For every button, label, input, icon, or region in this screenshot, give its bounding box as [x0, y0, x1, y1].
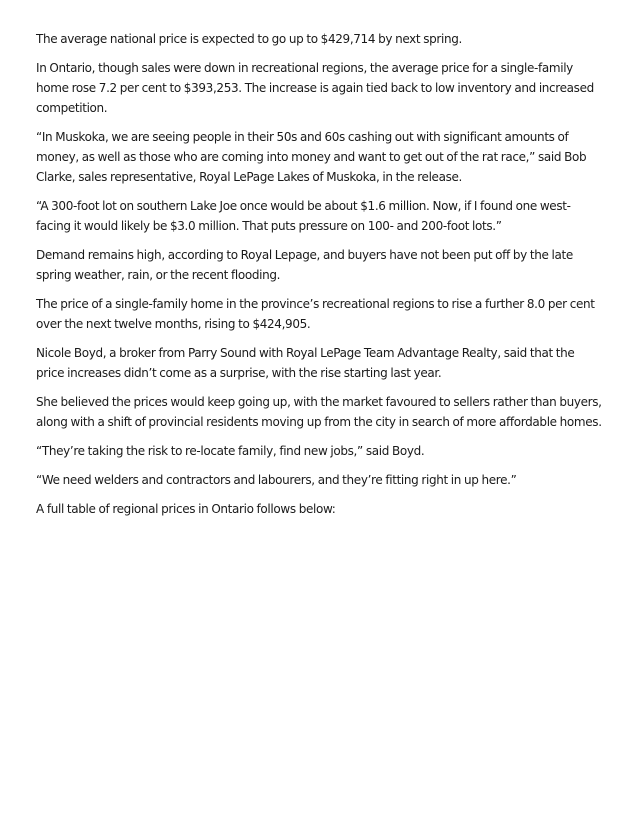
paragraph-boyd-quote-2: “We need welders and contractors and labourers, and they’re fitting right in up here.” [36, 473, 517, 487]
paragraph-table-intro: A full table of regional prices in Ontario follows below: [36, 502, 336, 516]
paragraph-market-shift: She believed the prices would keep going up, with the market favoured to sellers rather than buyers, along with a shift of provincial residents moving up from the city in search of more affordable homes. [36, 395, 602, 429]
paragraph-lake-joe-quote: “A 300-foot lot on southern Lake Joe once would be about $1.6 million. Now, if I found one west-facing it would likely be $3.0 million. That puts pressure on 100- and 200-foot lots.” [36, 199, 571, 233]
paragraph-boyd-quote-1: “They’re taking the risk to re-locate family, find new jobs,” said Boyd. [36, 444, 425, 458]
paragraph-demand: Demand remains high, according to Royal Lepage, and buyers have not been put off by the late spring weather, rain, or the recent flooding. [36, 248, 573, 282]
paragraph-nicole-boyd: Nicole Boyd, a broker from Parry Sound with Royal LePage Team Advantage Realty, said that the price increases didn’t come as a surprise, with the rise starting last year. [36, 346, 575, 380]
article-body [36, 29, 602, 528]
paragraph-ontario-price: In Ontario, though sales were down in recreational regions, the average price for a single-family home rose 7.2 per cent to $393,253. The increase is again tied back to low inventory and increased competition. [36, 61, 594, 115]
paragraph-muskoka-quote: “In Muskoka, we are seeing people in their 50s and 60s cashing out with significant amounts of money, as well as those who are coming into money and want to get out of the rat race,” said Bob Clarke, sales representative, Royal LePage Lakes of Muskoka, in the release. [36, 130, 587, 184]
paragraph-national-price: The average national price is expected to go up to $429,714 by next spring. [36, 32, 462, 46]
paragraph-forecast: The price of a single-family home in the province’s recreational regions to rise a further 8.0 per cent over the next twelve months, rising to $424,905. [36, 297, 595, 331]
